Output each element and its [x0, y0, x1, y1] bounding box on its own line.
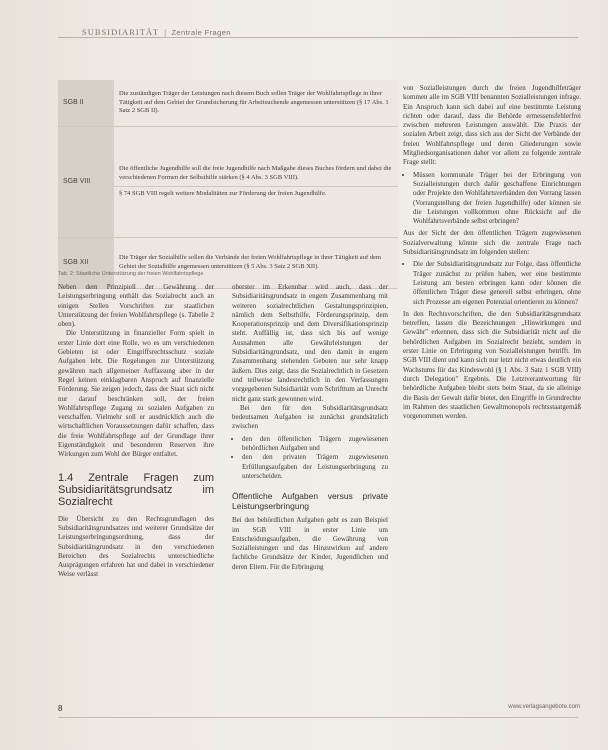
- paragraph: Aus der Sicht der den öffentlichen Trägern zugewiesenen Sozialverwaltung könnte sich die zentrale Frage nach Subsidiaritätsgrundsatz im folgenden stellen:: [403, 229, 581, 257]
- list-item: • den den privaten Trägern zugewiesenen Erfüllungsaufgaben der Leistungserbringung zu unterscheiden.: [242, 453, 388, 481]
- paragraph: Die Unterstützung in finanzieller Form spielt in erster Linie dort eine Rolle, wo es um verschiedenen Gebieten ist oder Eingriffsrechtsschutz soziale Aufgaben lebt. Die Regelungen zur Unterstützung gewähren nach allgemeiner Auffassung aber in der Regel keinen einklagbaren Anspruch auf finanzielle Förderung. Sie zeigen jedoch, dass der Staat sich nicht nur darauf beschränken soll, der freien Wohlfahrtspflege Zugang zu sozialen Aufgaben zu verschaffen. Vielmehr soll er ausdrücklich auch die wirtschaftlichen Voraussetzungen dafür schaffen, dass die freie Wohlfahrtspflege auf der Grundlage ihrer Eigenständigkeit und besonderen Reserven ihre Wirkungen zum Wohl der Bürger entfaltet.: [58, 329, 214, 459]
- table-row: [58, 238, 398, 289]
- paragraph: oberster im Erkennbar wird auch, dass der Subsidiaritätsgrundsatz in engem Zusammenhang mit weiteren sozialrechtlichen Gestaltungsprinzipien, nämlich dem Selbsthilfe, Förderungsprinzip, dem Kooperationsprinzip und dem Diversifikationsprinzip steht. Auffällig ist, dass sich bis auf wenige Ausnahmen alle Gewährleistungen der Subsidiaritätsgrundsatz, und den damit in engem Zusammenhang stehenden Geboten nur sehr knapp äußern. Dies zeigt, dass die Sozialrechtlich in Gesetzen und teilweise landesrechtlich in den Verfassungen vorgegebenen Subsidiarität vom Schrifttum an Unrecht nicht ganz stark gewonnen wird.: [232, 283, 388, 403]
- page-number: 8: [58, 704, 63, 713]
- footer-url: www.verlagsangebote.com: [508, 704, 580, 710]
- list-item: • Müssen kommunale Träger bei der Erbringung von Sozialleistungen durch dafür geschaffene Einrichtungen oder Projekte den Wohlfahrtsverbänden den Vorrang lassen (Vorrangstellung der freien Jugendhilfe) oder können sie die Leistungen vollkommen ohne Rücksicht auf die Wohlfahrtsverbände selbst erbringen?: [413, 171, 581, 227]
- header-section: SUBSIDIARITÄT: [82, 27, 160, 37]
- header-subtitle: Zentrale Fragen: [171, 28, 231, 37]
- bullet-list: [232, 435, 388, 481]
- header-rule: [58, 37, 578, 38]
- table-row: [58, 127, 398, 238]
- table-row-key: SGB VIII: [58, 127, 114, 238]
- paragraph: Neben dem Prinzipiell der Gewährung der Leistungserbringung enthält das Sozialrecht auch an einigen Stellen Vorschriften zur staatlichen Unterstützung der freien Wohlfahrtspflege (s. Tabelle 2 oben).: [58, 283, 214, 329]
- paragraph: Bei den behördlichen Aufgaben geht es zum Beispiel im SGB VIII in erster Linie um Entscheidungsaufgaben, die Gewährung von Sozialleistungen und das Hinzuwirken auf andere fachliche Grundsätze der Kinder, Jugendlichen und deren Eltern. Für die Erbringung: [232, 516, 388, 571]
- footer-rule: [58, 717, 578, 718]
- table-caption: Tab. 2: Staatliche Unterstützung der freien Wohlfahrtspflege: [58, 271, 204, 277]
- bullet-list: [403, 260, 581, 306]
- list-item: • Die der Subsidiaritätsgrundsatz zur Folge, dass öffentliche Träger zunächst zu prüfen haben, wer eine bestimmte Leistung am besten erbringen kann oder können die öffentlichen Träger diese generell selbst erbringen, ohne sich Prozesse am eigenen Potenzial orientieren zu können?: [413, 260, 581, 306]
- list-item: • den den öffentlichen Trägern zugewiesenen behördlichen Aufgaben und: [242, 435, 388, 454]
- paragraph: In den Rechtsvorschriften, die den Subsidiaritätsgrundsatz betreffen, lassen die Bezeichnungen „Hinwirkungen und Gewähr" erkennen, dass sich die Subsidiarität nicht auf die behördlichen Aufgaben im Sozialrecht bezieht, sondern in erster Linie on Erbringung von Sozialleistungen betrifft. Im SGB VIII dient und kann sich nur letzt nicht etwas deutlich ein Wachstums für das Kindeswohl (§ 1 Abs. 3 Satz 1 SGB VIII) durch Delegation" Ergebnis. Die Letztverantwortung für behördliche Aufgaben bleibt stets beim Staat, da sie alleinige die Basis der Gewalt dafür bietet, den Eingriffe in Grundrechte im Rahmen des staatlichen Gewaltmonopols rechtsstaatgemäß vorgenommen werden.: [403, 309, 581, 421]
- text-column-left: [58, 283, 214, 580]
- table-row-key: SGB XII: [58, 238, 114, 289]
- table-row-text-extra: § 74 SGB VIII regelt weitere Modalitäten zur Förderung der freien Jugendhilfe.: [119, 190, 327, 198]
- support-table: [58, 80, 398, 289]
- bullet-list: [403, 171, 581, 227]
- paragraph: von Sozialleistungen durch die freien Jugendhilfeträger kommen alle im SGB VIII benannten Sozialleistungen infrage. Ein Anspruch kann sich dabei auf eine bestimmte Leistung richten oder darauf, dass die Behörde ermessensfehlerfrei zwischen mehreren Leistungen auswählt. Die Praxis der sozialen Arbeit zeigt, dass sich aus der Sicht der Verbände der freien Wohlfahrtspflege und deren Gliederungen sowie Mitgliedsorganisationen daher vor allem zu folgende zentrale Frage stellt:: [403, 84, 581, 167]
- table-row-text: Die zuständigen Träger der Leistungen nach diesem Buch sollen Träger der Wohlfahrtspflege in ihrer Tätigkeit auf dem Gebiet der Grundsicherung für Arbeitsuchende angemessen unterstützen (§ 17 Abs. 1 Satz 2 SGB II).: [114, 80, 398, 127]
- text-column-right: [403, 84, 581, 421]
- text-column-middle: [232, 283, 388, 572]
- table-row-text: Die öffentliche Jugendhilfe soll die freie Jugendhilfe nach Maßgabe dieses Buches fördern und dabei die verschiedenen Formen der Selbsthilfe stärken (§ 4 Abs. 3 SGB VIII).: [119, 165, 392, 181]
- subsection-heading: Öffentliche Aufgaben versus private Leistungserbringung: [232, 491, 388, 512]
- section-heading: 1.4 Zentrale Fragen zum Subsidiaritätsgrundsatz im Sozialrecht: [58, 471, 214, 508]
- paragraph: Die Übersicht zu den Rechtsgrundlagen des Subsidiaritätsgrundsatzes und weiterer Grundsätze der Leistungserbringungsordnung, dass der Subsidiaritätsgrundsatz in den verschiedenen Bereichen des Sozialrechts unterschiedliche Ausprägungen erfahren hat und dabei in verschiedener Weise verlässt: [58, 514, 214, 579]
- table-row-text: Die Träger der Sozialhilfe sollen die Verbände der freien Wohlfahrtspflege in ihrer Tätigkeit auf dem Gebiet der Sozialhilfe angemessen unterstützen (§ 5 Abs. 3 Satz 2 SGB XII).: [114, 238, 398, 289]
- table-row-key: SGB II: [58, 80, 114, 127]
- table-row: [58, 80, 398, 127]
- running-header: SUBSIDIARITÄT | Zentrale Fragen: [82, 27, 231, 37]
- table-row-text-cell: [114, 127, 398, 238]
- paragraph: Bei den für den Subsidiaritätsgrundsatz bedeutsamen Aufgaben ist zunächst grundsätzlich zwischen: [232, 403, 388, 431]
- table-divider: [114, 186, 398, 187]
